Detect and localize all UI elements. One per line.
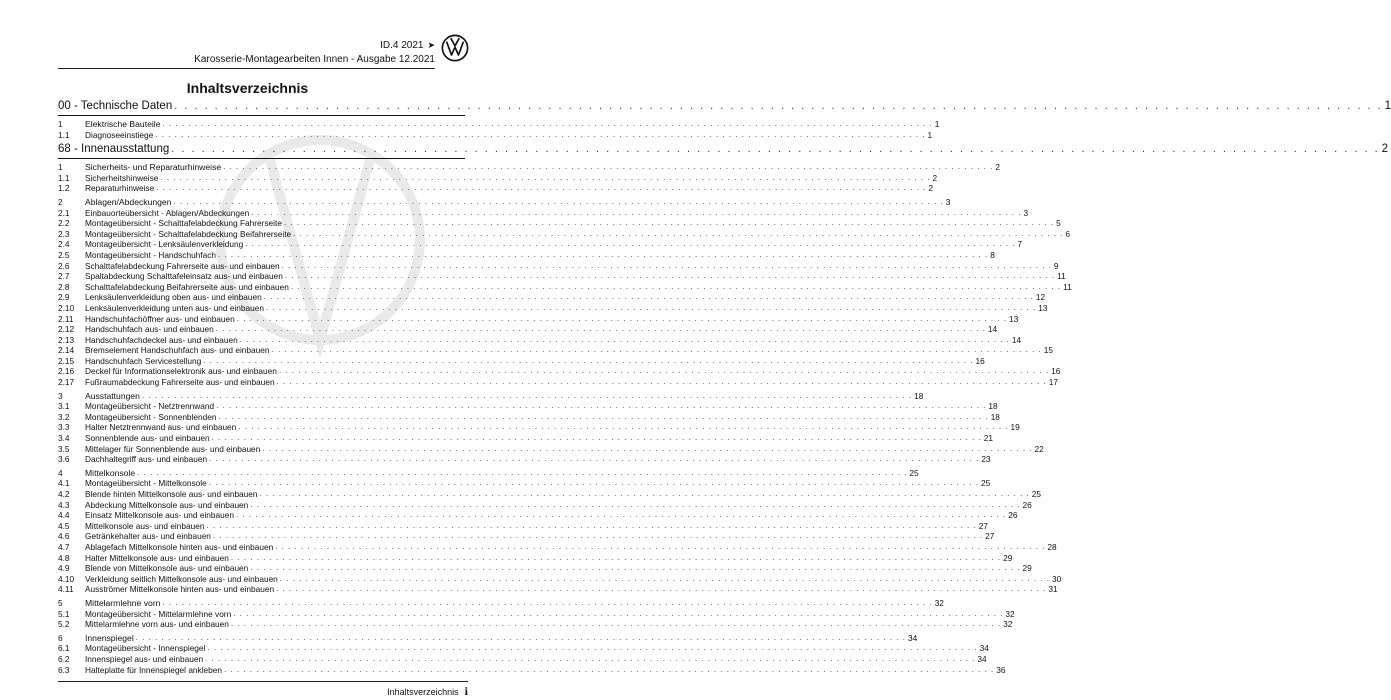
toc-leader-dots: . . . . . . . . . . . . . . . . . . . . . . . . . . . . . . . . . . . . . . . . . . . . . . . . . . . . . . . . . . . . . . . . . . . . . . . . . . . . . . . . . . . . . . . . . . . . . . . . . . . . . . . . . . . . . . . . . . . . . . . . — [216, 401, 987, 411]
toc-item-row[interactable] — [58, 563, 1032, 574]
toc-section-row[interactable] — [58, 196, 951, 208]
toc-leader-dots: . . . . . . . . . . . . . . . . . . . . . . . . . . . . . . . . . . . . . . . . . . . . . . . . . . . . . . . . . . . . . . . . . . . . . . . . . . . . . . . . . . . . . . . . . . . . . . . . . . . . . . . . . . . . . . . . . . . . . . . . — [230, 552, 1002, 562]
toc-item-row[interactable] — [58, 228, 1071, 240]
toc-text: Lenksäulenverkleidung oben aus- und einbauen — [85, 292, 262, 303]
toc-text: Sicherheits- und Reparaturhinweise — [85, 162, 222, 173]
toc-text: Einsatz Mittelkonsole aus- und einbauen — [85, 510, 234, 521]
vw-logo-icon — [441, 34, 469, 62]
toc-item-row[interactable] — [58, 433, 994, 444]
toc-page-number: 8 — [990, 249, 995, 260]
toc-item-row[interactable] — [58, 520, 988, 532]
toc-item-row[interactable] — [58, 281, 1072, 293]
toc-item-row[interactable] — [58, 653, 987, 665]
toc-leader-dots: . . . . . . . . . . . . . . . . . . . . . . . . . . . . . . . . . . . . . . . . . . . . . . . . . . . . . . . . . . . . . . . . . . . . . . . . . . . . . . . . . . . . . . . . . . . . . . . . . . . . . . . . . . . . . . . . . . . . . . . . — [215, 324, 986, 334]
toc-section-row[interactable] — [58, 162, 1000, 173]
toc-page-number: 13 — [1038, 302, 1048, 313]
toc-item-row[interactable] — [58, 366, 1061, 377]
toc-page-number: 2 — [932, 172, 938, 183]
toc-item-row[interactable] — [58, 324, 998, 335]
toc-text: Handschuhfach Servicestellung — [85, 355, 202, 366]
toc-text: Innenspiegel — [85, 632, 134, 643]
toc-page-number: 17 — [1048, 377, 1059, 388]
toc-leader-dots: . . . . . . . . . . . . . . . . . . . . . . . . . . . . . . . . . . . . . . . . . . . . . . . . . . . . . . . . . . . . . . . . . . . . . . . . . . . . . . . . . . . . . . . . . . . . . . . . . . . . . . . . . . . . . . . . . . . . . . . . — [218, 411, 989, 421]
toc-text: Montageübersicht - Handschuhfach — [85, 249, 216, 260]
toc-leader-dots: . . . . . . . . . . . . . . . . . . . . . . . . . . . . . . . . . . . . . . . . . . . . . . . . . . . . . . . . . . . . . . . . . . . . . . . . . . . . . . . . . . . . . . . . . . . . . . . . . . . . . . . . . . . . . . . . . . . . . . . . — [250, 563, 1021, 573]
toc-number: 3.5 — [58, 443, 70, 454]
toc-section-row[interactable] — [58, 119, 940, 130]
toc-text: Handschuhfach aus- und einbauen — [85, 324, 214, 335]
toc-number: 2.7 — [58, 271, 70, 282]
toc-item-row[interactable] — [58, 271, 1066, 282]
toc-chapter-row[interactable] — [58, 99, 1391, 116]
toc-item-row[interactable] — [58, 172, 938, 184]
footer-label: Inhaltsverzeichnis — [387, 687, 459, 697]
toc-page-number: 18 — [988, 401, 998, 412]
toc-item-row[interactable] — [58, 422, 1020, 433]
toc-leader-dots: . . . . . . . . . . . . . . . . . . . . . . . . . . . . . . . . . . . . . . . . . . . . . . . . . . . . . . . . . . . . . . . . . . . . . . . . . . . . . . . . . . . . . . . . . . . . . . . . . . . . . . . . . . . . . . . . . . . . . . . . — [162, 597, 933, 607]
toc-number: 3.4 — [58, 433, 70, 444]
footer-divider — [58, 681, 468, 682]
toc-leader-dots: . . . . . . . . . . . . . . . . . . . . . . . . . . . . . . . . . . . . . . . . . . . . . . . . . . . . . . . . . . . . . . . . . . . . . . . . . . . . . . . . . . . . . . . . . . . . . . . . . . . . . . . . . . . . . . . . . . . . . . . . — [208, 478, 979, 488]
toc-page-number: 2 — [995, 162, 1000, 173]
toc-text: Dachhaltegriff aus- und einbauen — [85, 454, 208, 465]
toc-item-row[interactable] — [58, 129, 933, 141]
toc-page-number: 14 — [1011, 334, 1022, 345]
toc-text: Bremselement Handschuhfach aus- und einbauen — [85, 345, 270, 356]
toc-number: 3.2 — [58, 411, 70, 422]
toc-page-number: 12 — [1035, 292, 1046, 303]
toc-item-row[interactable] — [58, 489, 1041, 500]
toc-item-row[interactable] — [58, 664, 1006, 676]
toc-page-number: 22 — [1034, 443, 1044, 454]
toc-leader-dots: . . . . . . . . . . . . . . . . . . . . . . . . . . . . . . . . . . . . . . . . . . . . . . . . . . . . . . . . . . . . . . . . . . . . . . . . . . . . . . . . . . . . . . . . . . . . . . . . . . . . . . . . . . . . . . . . . . . . . . . . — [233, 608, 1004, 618]
toc-leader-dots: . . . . . . . . . . . . . . . . . . . . . . . . . . . . . . . . . . . . . . . . . . . . . . . . . . . . . . . . . . . . . . . . . . . . . . . . . . . . . . . . . . . . . . . . . . . . . . . . . . . . . . . . . . . . . . . . . . . . . . . . — [174, 100, 1383, 112]
toc-item-row[interactable] — [58, 218, 1061, 229]
toc-item-row[interactable] — [58, 183, 934, 194]
toc-leader-dots: . . . . . . . . . . . . . . . . . . . . . . . . . . . . . . . . . . . . . . . . . . . . . . . . . . . . . . . . . . . . . . . . . . . . . . . . . . . . . . . . . . . . . . . . . . . . . . . . . . . . . . . . . . . . . . . . . . . . . . . . — [203, 355, 974, 365]
toc-number: 1 — [58, 162, 63, 173]
toc-number: 2.11 — [58, 313, 74, 324]
toc-item-row[interactable] — [58, 443, 1044, 455]
toc-text: Halteplatte für Innenspiegel ankleben — [85, 664, 222, 675]
toc-text: Ablagen/Abdeckungen — [85, 196, 172, 207]
header-divider — [58, 68, 435, 69]
arrow-right-icon: ➤ — [427, 40, 435, 50]
toc-leader-dots: . . . . . . . . . . . . . . . . . . . . . . . . . . . . . . . . . . . . . . . . . . . . . . . . . . . . . . . . . . . . . . . . . . . . . . . . . . . . . . . . . . . . . . . . . . . . . . . . . . . . . . . . . . . . . . . . . . . . . . . . — [160, 172, 931, 182]
footer-page-number: i — [464, 684, 468, 698]
toc-chapter-row[interactable] — [58, 142, 1389, 159]
toc-text: Ausströmer Mittelkonsole hinten aus- und einbauen — [85, 584, 275, 595]
toc-page-number: 5 — [1056, 218, 1061, 229]
toc-number: 5 — [58, 597, 63, 608]
toc-item-row[interactable] — [58, 313, 1019, 325]
toc-number: 4.8 — [58, 552, 70, 563]
toc-item-row[interactable] — [58, 478, 991, 489]
toc-number: 2.12 — [58, 324, 75, 335]
toc-leader-dots: . . . . . . . . . . . . . . . . . . . . . . . . . . . . . . . . . . . . . . . . . . . . . . . . . . . . . . . . . . . . . . . . . . . . . . . . . . . . . . . . . . . . . . . . . . . . . . . . . . . . . . . . . . . . . . . . . . . . . . . . — [262, 443, 1033, 453]
toc-text: Mittelkonsole aus- und einbauen — [85, 520, 205, 531]
toc-text: Sonnenblende aus- und einbauen — [85, 433, 210, 444]
toc-text: Schalttafelabdeckung Fahrerseite aus- und einbauen — [85, 260, 280, 271]
toc-number: 2.16 — [58, 366, 75, 377]
toc-page-number: 9 — [1053, 260, 1059, 271]
toc-leader-dots: . . . . . . . . . . . . . . . . . . . . . . . . . . . . . . . . . . . . . . . . . . . . . . . . . . . . . . . . . . . . . . . . . . . . . . . . . . . . . . . . . . . . . . . . . . . . . . . . . . . . . . . . . . . . . . . . . . . . . . . . — [278, 366, 1050, 376]
toc-page-number: 3 — [945, 196, 951, 207]
toc-text: Sicherheitshinweise — [85, 172, 159, 183]
toc-item-row[interactable] — [58, 541, 1057, 553]
toc-leader-dots: . . . . . . . . . . . . . . . . . . . . . . . . . . . . . . . . . . . . . . . . . . . . . . . . . . . . . . . . . . . . . . . . . . . . . . . . . . . . . . . . . . . . . . . . . . . . . . . . . . . . . . . . . . . . . . . . . . . . . . . . — [236, 313, 1007, 323]
toc-page-number: 26 — [1022, 499, 1032, 510]
toc-page-number: 18 — [990, 411, 1000, 422]
toc-number: 2.3 — [58, 228, 70, 239]
toc-leader-dots: . . . . . . . . . . . . . . . . . . . . . . . . . . . . . . . . . . . . . . . . . . . . . . . . . . . . . . . . . . . . . . . . . . . . . . . . . . . . . . . . . . . . . . . . . . . . . . . . . . . . . . . . . . . . . . . . . . . . . . . . — [156, 183, 927, 193]
toc-page-number: 32 — [1005, 608, 1015, 619]
toc-leader-dots: . . . . . . . . . . . . . . . . . . . . . . . . . . . . . . . . . . . . . . . . . . . . . . . . . . . . . . . . . . . . . . . . . . . . . . . . . . . . . . . . . . . . . . . . . . . . . . . . . . . . . . . . . . . . . . . . . . . . . . . . — [238, 422, 1009, 432]
toc-item-row[interactable] — [58, 260, 1059, 272]
toc-item-row[interactable] — [58, 355, 985, 367]
toc-page-number: 25 — [980, 478, 991, 489]
toc-number: 4.4 — [58, 510, 70, 521]
toc-text: Montageübersicht - Lenksäulenverkleidung — [85, 239, 244, 250]
toc-number: 2.13 — [58, 334, 75, 345]
toc-text: Montageübersicht - Schalttafelabdeckung Beifahrerseite — [85, 228, 292, 239]
toc-page-number: 34 — [977, 653, 987, 664]
toc-item-row[interactable] — [58, 608, 1015, 620]
toc-leader-dots: . . . . . . . . . . . . . . . . . . . . . . . . . . . . . . . . . . . . . . . . . . . . . . . . . . . . . . . . . . . . . . . . . . . . . . . . . . . . . . . . . . . . . . . . . . . . . . . . . . . . . . . . . . . . . . . . . . . . . . . . — [209, 454, 980, 464]
toc-page-number: 29 — [1022, 563, 1032, 574]
toc-leader-dots: . . . . . . . . . . . . . . . . . . . . . . . . . . . . . . . . . . . . . . . . . . . . . . . . . . . . . . . . . . . . . . . . . . . . . . . . . . . . . . . . . . . . . . . . . . . . . . . . . . . . . . . . . . . . . . . . . . . . . . . . — [250, 499, 1021, 509]
toc-number: 6.3 — [58, 664, 70, 675]
header-subtitle: Karosserie-Montagearbeiten Innen - Ausgabe 12.2021 — [194, 54, 435, 65]
toc-text: Ausstattungen — [85, 390, 140, 401]
toc-leader-dots: . . . . . . . . . . . . . . . . . . . . . . . . . . . . . . . . . . . . . . . . . . . . . . . . . . . . . . . . . . . . . . . . . . . . . . . . . . . . . . . . . . . . . . . . . . . . . . . . . . . . . . . . . . . . . . . . . . . . . . . . — [224, 664, 995, 674]
toc-page-number: 13 — [1008, 313, 1019, 324]
toc-section-row[interactable] — [58, 597, 944, 609]
table-of-contents — [58, 97, 1391, 675]
toc-page-number: 16 — [975, 355, 985, 366]
toc-text: Halter Netztrennwand aus- und einbauen — [85, 422, 237, 433]
toc-item-row[interactable] — [58, 292, 1046, 303]
toc-text: Mittelarmlehne vorn — [85, 597, 161, 608]
toc-page-number: 34 — [979, 643, 989, 654]
toc-text: Blende von Mittelkonsole aus- und einbauen — [85, 563, 249, 574]
toc-item-row[interactable] — [58, 499, 1032, 511]
toc-number: 3 — [58, 390, 63, 401]
header-model-line — [380, 40, 435, 51]
toc-leader-dots: . . . . . . . . . . . . . . . . . . . . . . . . . . . . . . . . . . . . . . . . . . . . . . . . . . . . . . . . . . . . . . . . . . . . . . . . . . . . . . . . . . . . . . . . . . . . . . . . . . . . . . . . . . . . . . . . . . . . . . . . — [207, 643, 978, 653]
toc-page-number: 32 — [1003, 619, 1013, 630]
toc-leader-dots: . . . . . . . . . . . . . . . . . . . . . . . . . . . . . . . . . . . . . . . . . . . . . . . . . . . . . . . . . . . . . . . . . . . . . . . . . . . . . . . . . . . . . . . . . . . . . . . . . . . . . . . . . . . . . . . . . . . . . . . . — [284, 271, 1056, 281]
toc-text: Reparaturhinweise — [85, 183, 155, 194]
toc-leader-dots: . . . . . . . . . . . . . . . . . . . . . . . . . . . . . . . . . . . . . . . . . . . . . . . . . . . . . . . . . . . . . . . . . . . . . . . . . . . . . . . . . . . . . . . . . . . . . . . . . . . . . . . . . . . . . . . . . . . . . . . . — [283, 218, 1055, 228]
toc-number: 4.5 — [58, 520, 70, 531]
toc-leader-dots: . . . . . . . . . . . . . . . . . . . . . . . . . . . . . . . . . . . . . . . . . . . . . . . . . . . . . . . . . . . . . . . . . . . . . . . . . . . . . . . . . . . . . . . . . . . . . . . . . . . . . . . . . . . . . . . . . . . . . . . . — [206, 520, 977, 530]
toc-page-number: 27 — [978, 520, 988, 531]
toc-leader-dots: . . . . . . . . . . . . . . . . . . . . . . . . . . . . . . . . . . . . . . . . . . . . . . . . . . . . . . . . . . . . . . . . . . . . . . . . . . . . . . . . . . . . . . . . . . . . . . . . . . . . . . . . . . . . . . . . . . . . . . . . — [276, 584, 1047, 594]
toc-number: 2.17 — [58, 377, 75, 388]
toc-number: 4.2 — [58, 489, 70, 499]
toc-text: Handschuhfachöffner aus- und einbauen — [85, 313, 235, 324]
toc-page-number: 19 — [1010, 422, 1020, 433]
toc-text: Innenspiegel aus- und einbauen — [85, 653, 204, 664]
toc-number: 4.1 — [58, 478, 70, 489]
toc-page-number: 36 — [996, 664, 1006, 675]
toc-number: 4 — [58, 467, 63, 478]
toc-number: 6.1 — [58, 643, 70, 654]
toc-page-number: 34 — [907, 632, 918, 643]
toc-number: 5.1 — [58, 608, 70, 619]
toc-number: 6 — [58, 632, 63, 643]
toc-text: 68 - Innenausstattung — [58, 143, 170, 156]
toc-number: 4.3 — [58, 499, 70, 510]
toc-text: Abdeckung Mittelkonsole aus- und einbauen — [85, 499, 249, 510]
toc-item-row[interactable] — [58, 643, 989, 654]
toc-page-number: 1 — [934, 119, 940, 129]
toc-item-row[interactable] — [58, 619, 1013, 630]
toc-leader-dots: . . . . . . . . . . . . . . . . . . . . . . . . . . . . . . . . . . . . . . . . . . . . . . . . . . . . . . . . . . . . . . . . . . . . . . . . . . . . . . . . . . . . . . . . . . . . . . . . . . . . . . . . . . . . . . . . . . . . . . . . — [290, 281, 1062, 291]
toc-number: 2.1 — [58, 207, 70, 218]
toc-leader-dots: . . . . . . . . . . . . . . . . . . . . . . . . . . . . . . . . . . . . . . . . . . . . . . . . . . . . . . . . . . . . . . . . . . . . . . . . . . . . . . . . . . . . . . . . . . . . . . . . . . . . . . . . . . . . . . . . . . . . . . . . — [235, 510, 1007, 520]
toc-text: Getränkehalter aus- und einbauen — [85, 531, 211, 542]
toc-page-number: 25 — [1031, 489, 1041, 499]
toc-leader-dots: . . . . . . . . . . . . . . . . . . . . . . . . . . . . . . . . . . . . . . . . . . . . . . . . . . . . . . . . . . . . . . . . . . . . . . . . . . . . . . . . . . . . . . . . . . . . . . . . . . . . . . . . . . . . . . . . . . . . . . . . — [135, 632, 906, 642]
toc-text: Montageübersicht - Sonnenblenden — [85, 411, 217, 422]
toc-number: 4.11 — [58, 584, 74, 595]
toc-text: Deckel für Informationselektronik aus- und einbauen — [85, 366, 277, 377]
toc-number: 1.1 — [58, 172, 70, 183]
toc-item-row[interactable] — [58, 454, 991, 465]
toc-text: Einbauortеübersicht - Ablagen/Abdeckungen — [85, 207, 250, 218]
toc-text: Montageübersicht - Netztrennwand — [85, 401, 215, 412]
toc-page-number: 32 — [934, 597, 944, 608]
toc-number: 2.9 — [58, 292, 70, 303]
toc-leader-dots: . . . . . . . . . . . . . . . . . . . . . . . . . . . . . . . . . . . . . . . . . . . . . . . . . . . . . . . . . . . . . . . . . . . . . . . . . . . . . . . . . . . . . . . . . . . . . . . . . . . . . . . . . . . . . . . . . . . . . . . . — [141, 390, 913, 400]
toc-number: 2.10 — [58, 302, 75, 313]
page-title: Inhaltsverzeichnis — [186, 80, 309, 96]
toc-text: Blende hinten Mittelkonsole aus- und einbauen — [85, 489, 258, 499]
toc-text: Spaltabdeckung Schalttafeleinsatz aus- und einbauen — [85, 271, 283, 282]
toc-item-row[interactable] — [58, 302, 1048, 314]
toc-number: 5.2 — [58, 619, 70, 630]
toc-text: Diagnoseeinstiege — [85, 129, 154, 140]
toc-leader-dots: . . . . . . . . . . . . . . . . . . . . . . . . . . . . . . . . . . . . . . . . . . . . . . . . . . . . . . . . . . . . . . . . . . . . . . . . . . . . . . . . . . . . . . . . . . . . . . . . . . . . . . . . . . . . . . . . . . . . . . . . — [223, 162, 994, 172]
toc-leader-dots: . . . . . . . . . . . . . . . . . . . . . . . . . . . . . . . . . . . . . . . . . . . . . . . . . . . . . . . . . . . . . . . . . . . . . . . . . . . . . . . . . . . . . . . . . . . . . . . . . . . . . . . . . . . . . . . . . . . . . . . . — [279, 573, 1051, 583]
toc-leader-dots: . . . . . . . . . . . . . . . . . . . . . . . . . . . . . . . . . . . . . . . . . . . . . . . . . . . . . . . . . . . . . . . . . . . . . . . . . . . . . . . . . . . . . . . . . . . . . . . . . . . . . . . . . . . . . . . . . . . . . . . . — [217, 249, 989, 259]
toc-number: 2.4 — [58, 239, 70, 250]
toc-page-number: 11 — [1057, 271, 1066, 282]
toc-text: Handschuhfachdeckel aus- und einbauen — [85, 334, 238, 345]
toc-number: 2.14 — [58, 345, 75, 356]
toc-leader-dots: . . . . . . . . . . . . . . . . . . . . . . . . . . . . . . . . . . . . . . . . . . . . . . . . . . . . . . . . . . . . . . . . . . . . . . . . . . . . . . . . . . . . . . . . . . . . . . . . . . . . . . . . . . . . . . . . . . . . . . . . — [173, 196, 944, 206]
toc-leader-dots: . . . . . . . . . . . . . . . . . . . . . . . . . . . . . . . . . . . . . . . . . . . . . . . . . . . . . . . . . . . . . . . . . . . . . . . . . . . . . . . . . . . . . . . . . . . . . . . . . . . . . . . . . . . . . . . . . . . . . . . . — [263, 292, 1034, 302]
toc-number: 4.10 — [58, 573, 75, 584]
toc-item-row[interactable] — [58, 249, 995, 261]
toc-page-number: 11 — [1063, 281, 1072, 292]
toc-item-row[interactable] — [58, 510, 1018, 521]
toc-item-row[interactable] — [58, 552, 1013, 564]
toc-item-row[interactable] — [58, 531, 995, 542]
toc-item-row[interactable] — [58, 207, 1029, 219]
toc-page-number: 21 — [983, 433, 994, 444]
toc-text: Ablagefach Mittelkonsole hinten aus- und einbauen — [85, 541, 274, 552]
toc-number: 6.2 — [58, 653, 70, 664]
toc-text: Montageübersicht - Mittelarmlehne vorn — [85, 608, 232, 619]
toc-number: 3.3 — [58, 422, 70, 433]
toc-item-row[interactable] — [58, 239, 1023, 250]
toc-number: 2.8 — [58, 281, 70, 292]
toc-item-row[interactable] — [58, 345, 1053, 356]
toc-item-row[interactable] — [58, 573, 1062, 585]
toc-number: 2.2 — [58, 218, 70, 229]
toc-leader-dots: . . . . . . . . . . . . . . . . . . . . . . . . . . . . . . . . . . . . . . . . . . . . . . . . . . . . . . . . . . . . . . . . . . . . . . . . . . . . . . . . . . . . . . . . . . . . . . . . . . . . . . . . . . . . . . . . . . . . . . . . — [162, 119, 933, 128]
toc-item-row[interactable] — [58, 584, 1058, 595]
toc-page-number: 25 — [909, 467, 919, 478]
toc-text: Montageübersicht - Mittelkonsole — [85, 478, 207, 489]
toc-leader-dots: . . . . . . . . . . . . . . . . . . . . . . . . . . . . . . . . . . . . . . . . . . . . . . . . . . . . . . . . . . . . . . . . . . . . . . . . . . . . . . . . . . . . . . . . . . . . . . . . . . . . . . . . . . . . . . . . . . . . . . . . — [276, 377, 1047, 387]
toc-leader-dots: . . . . . . . . . . . . . . . . . . . . . . . . . . . . . . . . . . . . . . . . . . . . . . . . . . . . . . . . . . . . . . . . . . . . . . . . . . . . . . . . . . . . . . . . . . . . . . . . . . . . . . . . . . . . . . . . . . . . . . . . — [212, 531, 984, 541]
toc-text: Mittelkonsole — [85, 467, 136, 478]
toc-item-row[interactable] — [58, 377, 1059, 388]
toc-leader-dots: . . . . . . . . . . . . . . . . . . . . . . . . . . . . . . . . . . . . . . . . . . . . . . . . . . . . . . . . . . . . . . . . . . . . . . . . . . . . . . . . . . . . . . . . . . . . . . . . . . . . . . . . . . . . . . . . . . . . . . . . — [171, 143, 1380, 156]
toc-page-number: 2 — [1381, 143, 1389, 156]
toc-leader-dots: . . . . . . . . . . . . . . . . . . . . . . . . . . . . . . . . . . . . . . . . . . . . . . . . . . . . . . . . . . . . . . . . . . . . . . . . . . . . . . . . . . . . . . . . . . . . . . . . . . . . . . . . . . . . . . . . . . . . . . . . — [245, 239, 1016, 249]
toc-page-number: 2 — [928, 183, 934, 194]
toc-number: 3.6 — [58, 454, 70, 465]
toc-page-number: 14 — [987, 324, 998, 335]
toc-page-number: 18 — [914, 390, 924, 401]
toc-section-row[interactable] — [58, 390, 924, 402]
toc-text: Fußraumabdeckung Fahrerseite aus- und einbauen — [85, 377, 275, 388]
page-header — [0, 30, 495, 70]
toc-page-number: 29 — [1003, 552, 1013, 563]
toc-text: Lenksäulenverkleidung unten aus- und einbauen — [85, 302, 264, 313]
toc-page-number: 1 — [927, 129, 933, 140]
toc-page-number: 23 — [981, 454, 991, 465]
toc-number: 1 — [58, 119, 63, 129]
toc-leader-dots: . . . . . . . . . . . . . . . . . . . . . . . . . . . . . . . . . . . . . . . . . . . . . . . . . . . . . . . . . . . . . . . . . . . . . . . . . . . . . . . . . . . . . . . . . . . . . . . . . . . . . . . . . . . . . . . . . . . . . . . . — [259, 489, 1030, 498]
toc-leader-dots: . . . . . . . . . . . . . . . . . . . . . . . . . . . . . . . . . . . . . . . . . . . . . . . . . . . . . . . . . . . . . . . . . . . . . . . . . . . . . . . . . . . . . . . . . . . . . . . . . . . . . . . . . . . . . . . . . . . . . . . . — [271, 345, 1042, 355]
toc-page-number: 3 — [1023, 207, 1029, 218]
toc-leader-dots: . . . . . . . . . . . . . . . . . . . . . . . . . . . . . . . . . . . . . . . . . . . . . . . . . . . . . . . . . . . . . . . . . . . . . . . . . . . . . . . . . . . . . . . . . . . . . . . . . . . . . . . . . . . . . . . . . . . . . . . . — [155, 129, 926, 139]
toc-section-row[interactable] — [58, 467, 919, 479]
toc-number: 3.1 — [58, 401, 70, 412]
toc-section-row[interactable] — [58, 632, 918, 644]
toc-number: 2.5 — [58, 249, 70, 260]
toc-page-number: 6 — [1065, 228, 1071, 239]
toc-leader-dots: . . . . . . . . . . . . . . . . . . . . . . . . . . . . . . . . . . . . . . . . . . . . . . . . . . . . . . . . . . . . . . . . . . . . . . . . . . . . . . . . . . . . . . . . . . . . . . . . . . . . . . . . . . . . . . . . . . . . . . . . — [230, 619, 1002, 629]
toc-number: 4.7 — [58, 541, 70, 552]
toc-text: Elektrische Bauteile — [85, 119, 161, 129]
toc-number: 4.9 — [58, 563, 70, 574]
toc-number: 1.1 — [58, 129, 70, 140]
toc-page-number: 1 — [1384, 100, 1391, 112]
toc-page-number: 16 — [1051, 366, 1061, 377]
toc-text: Mittelarmlehne vorn aus- und einbauen — [85, 619, 229, 630]
toc-item-row[interactable] — [58, 401, 998, 412]
toc-page-number: 30 — [1052, 573, 1062, 584]
toc-page-number: 31 — [1048, 584, 1058, 595]
toc-number: 2.15 — [58, 355, 75, 366]
toc-text: Schalttafelabdeckung Beifahrerseite aus- und einbauen — [85, 281, 289, 292]
header-model: ID.4 2021 — [380, 40, 424, 51]
toc-leader-dots: . . . . . . . . . . . . . . . . . . . . . . . . . . . . . . . . . . . . . . . . . . . . . . . . . . . . . . . . . . . . . . . . . . . . . . . . . . . . . . . . . . . . . . . . . . . . . . . . . . . . . . . . . . . . . . . . . . . . . . . . — [137, 467, 908, 477]
toc-number: 4.6 — [58, 531, 70, 542]
toc-page-number: 28 — [1047, 541, 1057, 552]
toc-page-number: 7 — [1017, 239, 1023, 250]
toc-leader-dots: . . . . . . . . . . . . . . . . . . . . . . . . . . . . . . . . . . . . . . . . . . . . . . . . . . . . . . . . . . . . . . . . . . . . . . . . . . . . . . . . . . . . . . . . . . . . . . . . . . . . . . . . . . . . . . . . . . . . . . . . — [293, 228, 1064, 238]
toc-leader-dots: . . . . . . . . . . . . . . . . . . . . . . . . . . . . . . . . . . . . . . . . . . . . . . . . . . . . . . . . . . . . . . . . . . . . . . . . . . . . . . . . . . . . . . . . . . . . . . . . . . . . . . . . . . . . . . . . . . . . . . . . — [281, 260, 1052, 270]
toc-page-number: 26 — [1008, 510, 1018, 521]
toc-number: 1.2 — [58, 183, 70, 194]
toc-leader-dots: . . . . . . . . . . . . . . . . . . . . . . . . . . . . . . . . . . . . . . . . . . . . . . . . . . . . . . . . . . . . . . . . . . . . . . . . . . . . . . . . . . . . . . . . . . . . . . . . . . . . . . . . . . . . . . . . . . . . . . . . — [211, 433, 982, 443]
toc-text: Montageübersicht - Schalttafelabdeckung Fahrerseite — [85, 218, 282, 229]
toc-text: Montageübersicht - Innenspiegel — [85, 643, 206, 654]
toc-leader-dots: . . . . . . . . . . . . . . . . . . . . . . . . . . . . . . . . . . . . . . . . . . . . . . . . . . . . . . . . . . . . . . . . . . . . . . . . . . . . . . . . . . . . . . . . . . . . . . . . . . . . . . . . . . . . . . . . . . . . . . . . — [205, 653, 976, 663]
toc-page-number: 15 — [1043, 345, 1053, 356]
toc-text: 00 - Technische Daten — [58, 100, 173, 112]
page-footer — [387, 684, 468, 699]
toc-leader-dots: . . . . . . . . . . . . . . . . . . . . . . . . . . . . . . . . . . . . . . . . . . . . . . . . . . . . . . . . . . . . . . . . . . . . . . . . . . . . . . . . . . . . . . . . . . . . . . . . . . . . . . . . . . . . . . . . . . . . . . . . — [275, 541, 1046, 551]
toc-text: Verkleidung seitlich Mittelkonsole aus- und einbauen — [85, 573, 278, 584]
toc-leader-dots: . . . . . . . . . . . . . . . . . . . . . . . . . . . . . . . . . . . . . . . . . . . . . . . . . . . . . . . . . . . . . . . . . . . . . . . . . . . . . . . . . . . . . . . . . . . . . . . . . . . . . . . . . . . . . . . . . . . . . . . . — [239, 334, 1010, 344]
toc-leader-dots: . . . . . . . . . . . . . . . . . . . . . . . . . . . . . . . . . . . . . . . . . . . . . . . . . . . . . . . . . . . . . . . . . . . . . . . . . . . . . . . . . . . . . . . . . . . . . . . . . . . . . . . . . . . . . . . . . . . . . . . . — [265, 302, 1037, 312]
toc-text: Mittelager für Sonnenblende aus- und einbauen — [85, 443, 261, 454]
toc-page-number: 27 — [985, 531, 995, 542]
toc-item-row[interactable] — [58, 334, 1022, 346]
toc-number: 2 — [58, 196, 63, 207]
toc-item-row[interactable] — [58, 411, 1000, 423]
toc-text: Halter Mittelkonsole aus- und einbauen — [85, 552, 229, 563]
toc-number: 2.6 — [58, 260, 70, 271]
toc-leader-dots: . . . . . . . . . . . . . . . . . . . . . . . . . . . . . . . . . . . . . . . . . . . . . . . . . . . . . . . . . . . . . . . . . . . . . . . . . . . . . . . . . . . . . . . . . . . . . . . . . . . . . . . . . . . . . . . . . . . . . . . . — [251, 207, 1022, 217]
